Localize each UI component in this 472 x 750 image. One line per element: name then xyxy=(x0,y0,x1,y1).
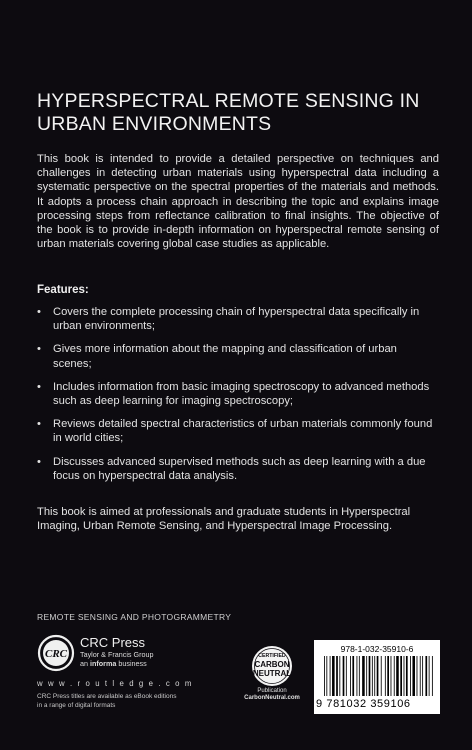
isbn-number: 978-1-032-35910-6 xyxy=(340,644,414,654)
bullet-icon: • xyxy=(37,455,41,468)
feature-item xyxy=(37,455,437,483)
bullet-icon: • xyxy=(37,306,41,318)
barcode-bar xyxy=(374,656,375,696)
barcode-bar xyxy=(336,656,338,696)
publisher-group: Taylor & Francis Group xyxy=(80,650,154,659)
barcode-bar xyxy=(387,656,389,696)
carbon-neutral-icon xyxy=(240,644,304,688)
barcode-bar xyxy=(362,656,365,696)
business-prefix: an xyxy=(80,659,90,668)
barcode-bar xyxy=(339,656,340,696)
ebook-note-line: CRC Press titles are available as eBook editions xyxy=(37,693,177,700)
barcode-bar xyxy=(330,656,331,696)
series-name: REMOTE SENSING AND PHOTOGRAMMETRY xyxy=(37,612,232,622)
barcode-bar xyxy=(412,656,415,696)
crc-press-logo-icon xyxy=(37,634,75,672)
publisher-block xyxy=(80,636,154,668)
feature-item xyxy=(37,417,437,445)
neutral-word: NEUTRAL xyxy=(252,669,292,678)
feature-text: Discusses advanced supervised methods such as deep learning with a due focus on hyperspectral data analysis. xyxy=(53,455,426,482)
ebook-note xyxy=(37,693,237,710)
barcode-bar xyxy=(410,656,411,696)
barcode-bar xyxy=(417,656,418,696)
feature-text: Includes information from basic imaging spectroscopy to advanced methods such as deep learning for imaging spectroscopy; xyxy=(53,380,430,408)
barcode-icon xyxy=(322,656,434,698)
barcode-bar xyxy=(432,656,433,696)
bullet-icon: • xyxy=(37,343,41,356)
publisher-website: w w w . r o u t l e d g e . c o m xyxy=(37,679,193,688)
barcode-bar xyxy=(381,656,382,696)
isbn-barcode-digits: 9 781032 359106 xyxy=(316,698,411,710)
publisher-name: CRC Press xyxy=(80,635,146,650)
intro-paragraph: This book is intended to provide a detailed perspective on techniques and challenges in detecting urban materials using hyperspectral data including a systematic perspective on the spectral properties of the materials and methods. It adopts a process chain approach in describing the topic and explains image processing steps from reflectance calibration to final insights. The objective of the book is to provide in-depth information on hyperspectral remote sensing of urban materials covering global case studies as applicable. xyxy=(37,153,439,251)
ebook-note-line: in a range of digital formats xyxy=(37,701,116,709)
barcode-bar xyxy=(400,656,402,696)
barcode-bar xyxy=(366,656,367,696)
barcode-bar xyxy=(357,656,358,696)
publisher-business xyxy=(80,659,154,668)
feature-item xyxy=(37,305,437,333)
bullet-icon: • xyxy=(37,380,41,393)
feature-item xyxy=(37,380,437,408)
business-suffix: business xyxy=(116,659,147,668)
carbon-site: CarbonNeutral.com xyxy=(244,695,300,701)
crc-logo-text: CRC xyxy=(44,648,68,660)
barcode-bar xyxy=(343,656,345,696)
barcode-bar xyxy=(396,656,399,696)
carbon-publication: Publication xyxy=(257,688,287,694)
feature-text: Gives more information about the mapping and classification of urban scenes; xyxy=(53,343,397,370)
business-bold: informa xyxy=(90,659,117,668)
barcode-bar xyxy=(425,656,427,696)
book-title: HYPERSPECTRAL REMOTE SENSING IN URBAN ENVIRONMENTS xyxy=(37,90,420,135)
barcode-bar xyxy=(377,656,379,696)
barcode-bar xyxy=(350,656,351,696)
carbon-neutral-badge xyxy=(240,644,304,704)
barcode-bar xyxy=(359,656,360,696)
barcode-bar xyxy=(332,656,335,696)
feature-text: Reviews detailed spectral characteristics of urban materials commonly found in world cities; xyxy=(53,418,433,445)
carbon-certified-text: CERTIFIED xyxy=(258,653,286,659)
barcode-bar xyxy=(422,656,423,696)
audience-paragraph: This book is aimed at professionals and graduate students in Hyperspectral Imaging, Urban Remote Sensing, and Hyperspectral Image Processing. xyxy=(37,506,411,533)
barcode-bar xyxy=(391,656,392,696)
features-list xyxy=(37,305,437,492)
bullet-icon: • xyxy=(37,418,41,431)
barcode-bar xyxy=(352,656,354,696)
features-heading: Features: xyxy=(37,284,89,296)
isbn-barcode-panel xyxy=(314,640,440,714)
barcode-bar xyxy=(326,656,327,696)
feature-text: Covers the complete processing chain of hyperspectral data specifically in urban environments; xyxy=(53,306,420,333)
barcode-bar xyxy=(394,656,395,696)
barcode-bar xyxy=(385,656,386,696)
barcode-bar xyxy=(369,656,371,696)
barcode-bar xyxy=(324,656,325,696)
barcode-bar xyxy=(404,656,405,696)
carbon-caption xyxy=(240,688,304,702)
feature-item xyxy=(37,342,437,370)
barcode-bar xyxy=(420,656,421,696)
barcode-bar xyxy=(406,656,408,696)
barcode-bar xyxy=(429,656,430,696)
barcode-bar xyxy=(372,656,373,696)
barcode-bar xyxy=(346,656,347,696)
carbon-word: CARBON xyxy=(254,660,290,669)
